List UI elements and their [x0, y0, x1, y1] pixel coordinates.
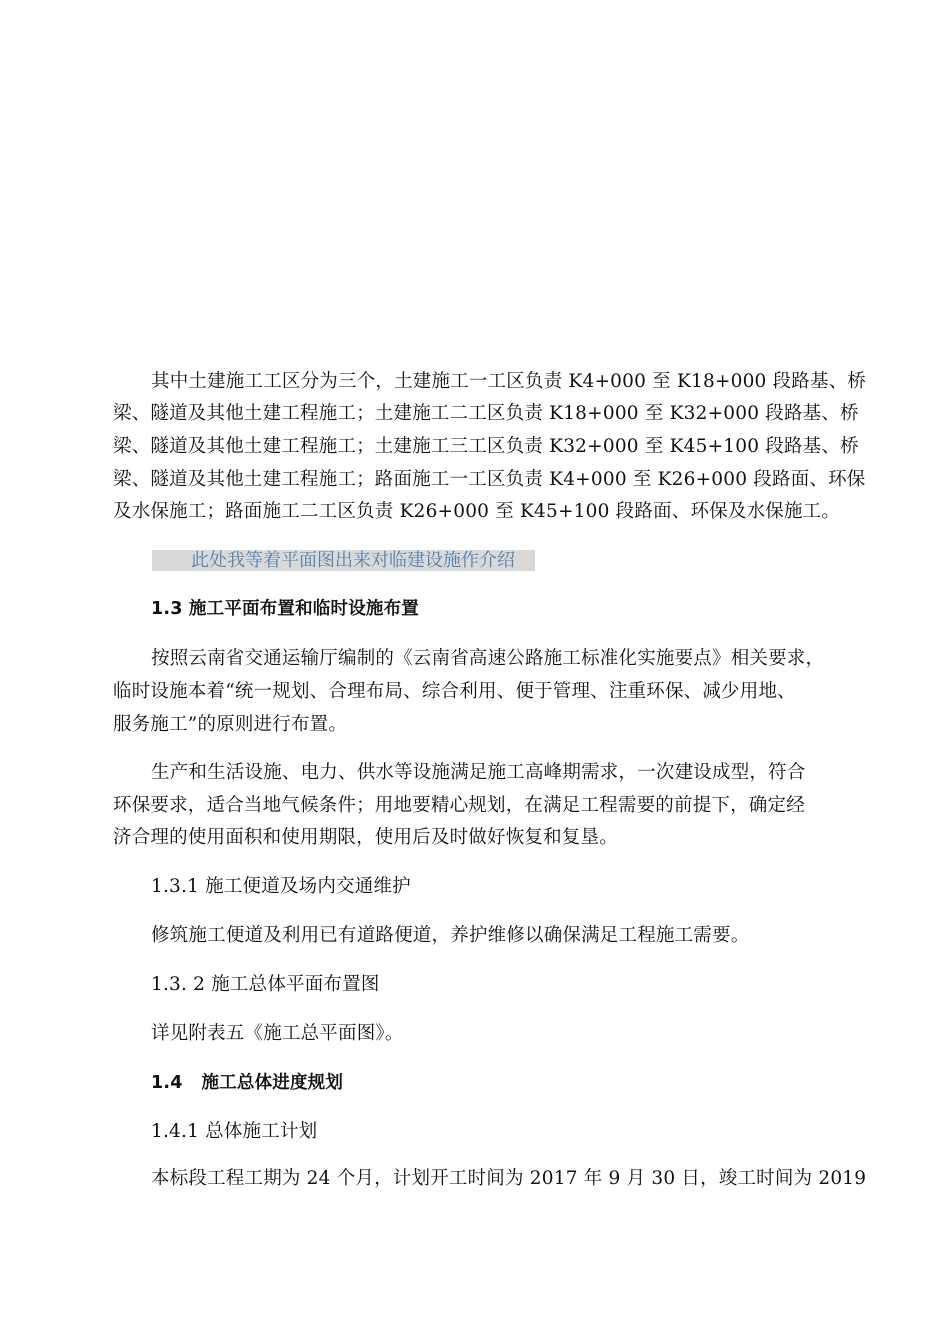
paragraph-line: 及水保施工；路面施工二工区负责 K26+000 至 K45+100 段路面、环保及水保施工。	[113, 501, 841, 522]
paragraph-line: 梁、隧道及其他土建工程施工；土建施工三工区负责 K32+000 至 K45+100 段路基、桥	[113, 436, 859, 457]
subsection-heading: 1.3. 2 施工总体平面布置图	[151, 974, 380, 995]
paragraph-line: 梁、隧道及其他土建工程施工；土建施工二工区负责 K18+000 至 K32+000 段路基、桥	[113, 403, 859, 424]
paragraph-line: 按照云南省交通运输厅编制的《云南省高速公路施工标准化实施要点》相关要求，	[151, 648, 825, 669]
paragraph-line: 本标段工程工期为 24 个月，计划开工时间为 2017 年 9 月 30 日，竣工时间为 2019	[151, 1168, 867, 1189]
paragraph-line: 详见附表五《施工总平面图》。	[151, 1023, 404, 1044]
section-heading: 1.3 施工平面布置和临时设施布置	[151, 599, 419, 619]
paragraph-line: 服务施工”的原则进行布置。	[113, 714, 348, 735]
paragraph-line: 临时设施本着“统一规划、合理布局、综合利用、便于管理、注重环保、减少用地、	[113, 681, 796, 702]
section-heading: 1.4 施工总体进度规划	[151, 1073, 344, 1093]
paragraph-line: 其中土建施工工区分为三个，土建施工一工区负责 K4+000 至 K18+000 段路基、桥	[151, 371, 867, 392]
highlight-note: 此处我等着平面图出来对临建设施作介绍	[191, 550, 515, 571]
subsection-heading: 1.3.1 施工便道及场内交通维护	[151, 876, 411, 897]
paragraph-line: 梁、隧道及其他土建工程施工；路面施工一工区负责 K4+000 至 K26+000 段路面、环保	[113, 469, 866, 490]
paragraph-line: 修筑施工便道及利用已有道路便道，养护维修以确保满足工程施工需要。	[151, 925, 750, 946]
subsection-heading: 1.4.1 总体施工计划	[151, 1121, 318, 1142]
paragraph-line: 济合理的使用面积和使用期限，使用后及时做好恢复和复垦。	[113, 827, 618, 848]
paragraph-line: 环保要求，适合当地气候条件；用地要精心规划，在满足工程需要的前提下，确定经	[113, 795, 805, 816]
paragraph-line: 生产和生活设施、电力、供水等设施满足施工高峰期需求，一次建设成型，符合	[151, 762, 806, 783]
